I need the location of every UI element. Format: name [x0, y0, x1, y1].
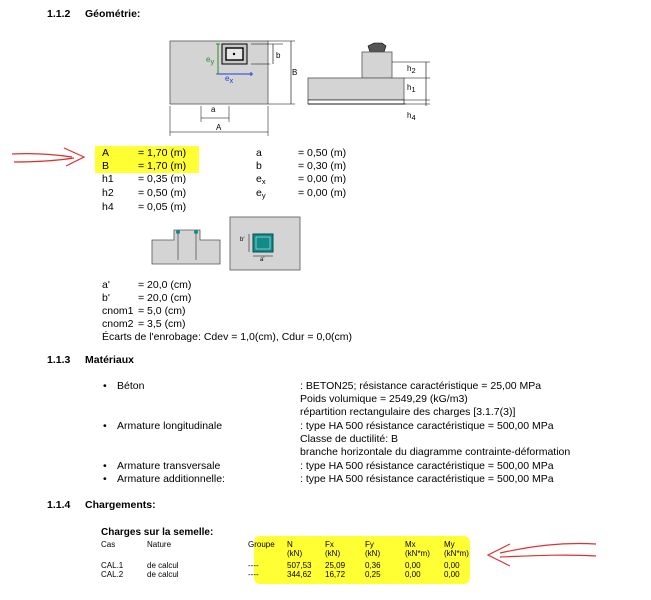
section-number-loads: 1.1.4 [47, 499, 71, 511]
material-label-armature-transversale: Armature transversale [117, 460, 221, 472]
geom-value-a: = 0,50 (m) [298, 147, 347, 159]
table-row-groupe: ---- [248, 570, 259, 579]
geom-name-h1: h1 [102, 173, 114, 185]
table-row-groupe: ---- [248, 561, 259, 570]
loads-table-title: Charges sur la semelle: [101, 527, 214, 538]
loads-header-fy: Fy [365, 540, 374, 549]
table-row-nature: de calcul [147, 561, 179, 570]
rebar-label-b-prime: b' [240, 237, 245, 243]
loads-header-nature: Nature [147, 540, 172, 549]
geom-value-B: = 1,70 (m) [138, 160, 187, 172]
cover-tolerances: Écarts de l'enrobage: Cdev = 1,0(cm), Cdur = 0,0(cm) [102, 331, 353, 343]
loads-header-groupe: Groupe [248, 540, 275, 549]
loads-unit-my: (kN*m) [444, 549, 469, 558]
cover-name-b-prime: b' [102, 292, 110, 304]
dim-label-h1: $h_1$ [407, 83, 416, 94]
cover-value-a-prime: = 20,0 (cm) [138, 279, 192, 291]
cover-name-a-prime: a' [102, 279, 110, 291]
material-line: : type HA 500 résistance caractéristique = 500,00 MPa [300, 473, 554, 485]
rebar-plan-diagram [229, 216, 301, 271]
cover-name-cnom2: cnom2 [102, 318, 134, 330]
table-row-fx: 16,72 [325, 570, 346, 579]
material-label-armature-longitudinale: Armature longitudinale [117, 420, 223, 432]
material-label-armature-additionnelle: Armature additionnelle: [117, 473, 225, 485]
dim-label-ey: $e_y$ [206, 55, 215, 66]
material-line: : BETON25; résistance caractéristique = 25,00 MPa [300, 380, 542, 392]
section-number-materials: 1.1.3 [47, 354, 71, 366]
material-line: branche horizontale du diagramme contrainte-déformation [300, 446, 571, 458]
geom-name-ex: $e_x$ [256, 173, 266, 186]
loads-header-cas: Cas [101, 540, 116, 549]
material-line: Classe de ductilité: B [300, 433, 399, 445]
table-row-fy: 0,36 [365, 561, 381, 570]
material-bullet: • [103, 380, 107, 392]
loads-header-my: My [444, 540, 455, 549]
geom-value-ey: = 0,00 (m) [298, 187, 347, 199]
section-title-geometry: Géométrie: [85, 8, 141, 20]
loads-header-n: N [287, 540, 293, 549]
geom-name-a: a [256, 147, 262, 159]
dim-label-h4: $h_4$ [407, 111, 416, 122]
dim-label-b: b [276, 51, 281, 60]
dim-label-B: B [292, 68, 298, 77]
table-row-my: 0,00 [444, 570, 460, 579]
material-line: Poids volumique = 2549,29 (kG/m3) [300, 393, 468, 405]
table-row-cas: CAL.2 [101, 570, 124, 579]
table-row-n: 344,62 [287, 570, 312, 579]
annotation-arrow-icon [10, 142, 90, 170]
geom-value-ex: = 0,00 (m) [298, 173, 347, 185]
geom-value-h1: = 0,35 (m) [138, 173, 187, 185]
geom-name-A: A [102, 147, 110, 159]
dim-label-h2: $h_2$ [407, 64, 416, 75]
table-row-mx: 0,00 [405, 570, 421, 579]
table-row-mx: 0,00 [405, 561, 421, 570]
section-title-materials: Matériaux [85, 354, 135, 366]
material-line: : type HA 500 résistance caractéristique = 500,00 MPa [300, 420, 554, 432]
rebar-label-a-prime: a' [260, 257, 265, 263]
dim-label-A: A [216, 123, 222, 132]
geom-name-b: b [256, 160, 262, 172]
table-row-n: 507,53 [287, 561, 312, 570]
section-number-geometry: 1.1.2 [47, 8, 71, 20]
annotation-arrow-icon [482, 538, 598, 570]
table-row-fy: 0,25 [365, 570, 381, 579]
material-bullet: • [103, 460, 107, 472]
footing-elevation-diagram [302, 40, 442, 122]
geom-name-h4: h4 [102, 201, 114, 213]
material-bullet: • [103, 473, 107, 485]
rebar-elevation-diagram [150, 226, 222, 266]
dim-label-ex: $e_x$ [225, 74, 234, 85]
geom-name-h2: h2 [102, 187, 114, 199]
cover-value-b-prime: = 20,0 (cm) [138, 292, 192, 304]
geom-value-b: = 0,30 (m) [298, 160, 347, 172]
material-bullet: • [103, 420, 107, 432]
geom-name-ey: $e_y$ [256, 187, 266, 200]
footing-plan-diagram [165, 36, 305, 141]
table-row-nature: de calcul [147, 570, 179, 579]
cover-value-cnom2: = 3,5 (cm) [138, 318, 186, 330]
material-line: : type HA 500 résistance caractéristique = 500,00 MPa [300, 460, 554, 472]
loads-unit-fx: (kN) [325, 549, 341, 558]
geom-value-h4: = 0,05 (m) [138, 201, 187, 213]
cover-value-cnom1: = 5,0 (cm) [138, 305, 186, 317]
loads-header-fx: Fx [325, 540, 334, 549]
material-label-beton: Béton [117, 380, 145, 392]
cover-name-cnom1: cnom1 [102, 305, 134, 317]
dim-label-a: a [211, 105, 216, 114]
loads-header-mx: Mx [405, 540, 416, 549]
geom-name-B: B [102, 160, 110, 172]
material-line: répartition rectangulaire des charges [3.1.7(3)] [300, 406, 516, 418]
geom-value-A: = 1,70 (m) [138, 147, 187, 159]
loads-unit-n: (kN) [287, 549, 303, 558]
geom-value-h2: = 0,50 (m) [138, 187, 187, 199]
table-row-cas: CAL.1 [101, 561, 124, 570]
table-row-fx: 25,09 [325, 561, 346, 570]
section-title-loads: Chargements: [85, 499, 156, 511]
loads-unit-fy: (kN) [365, 549, 381, 558]
loads-unit-mx: (kN*m) [405, 549, 430, 558]
table-row-my: 0,00 [444, 561, 460, 570]
